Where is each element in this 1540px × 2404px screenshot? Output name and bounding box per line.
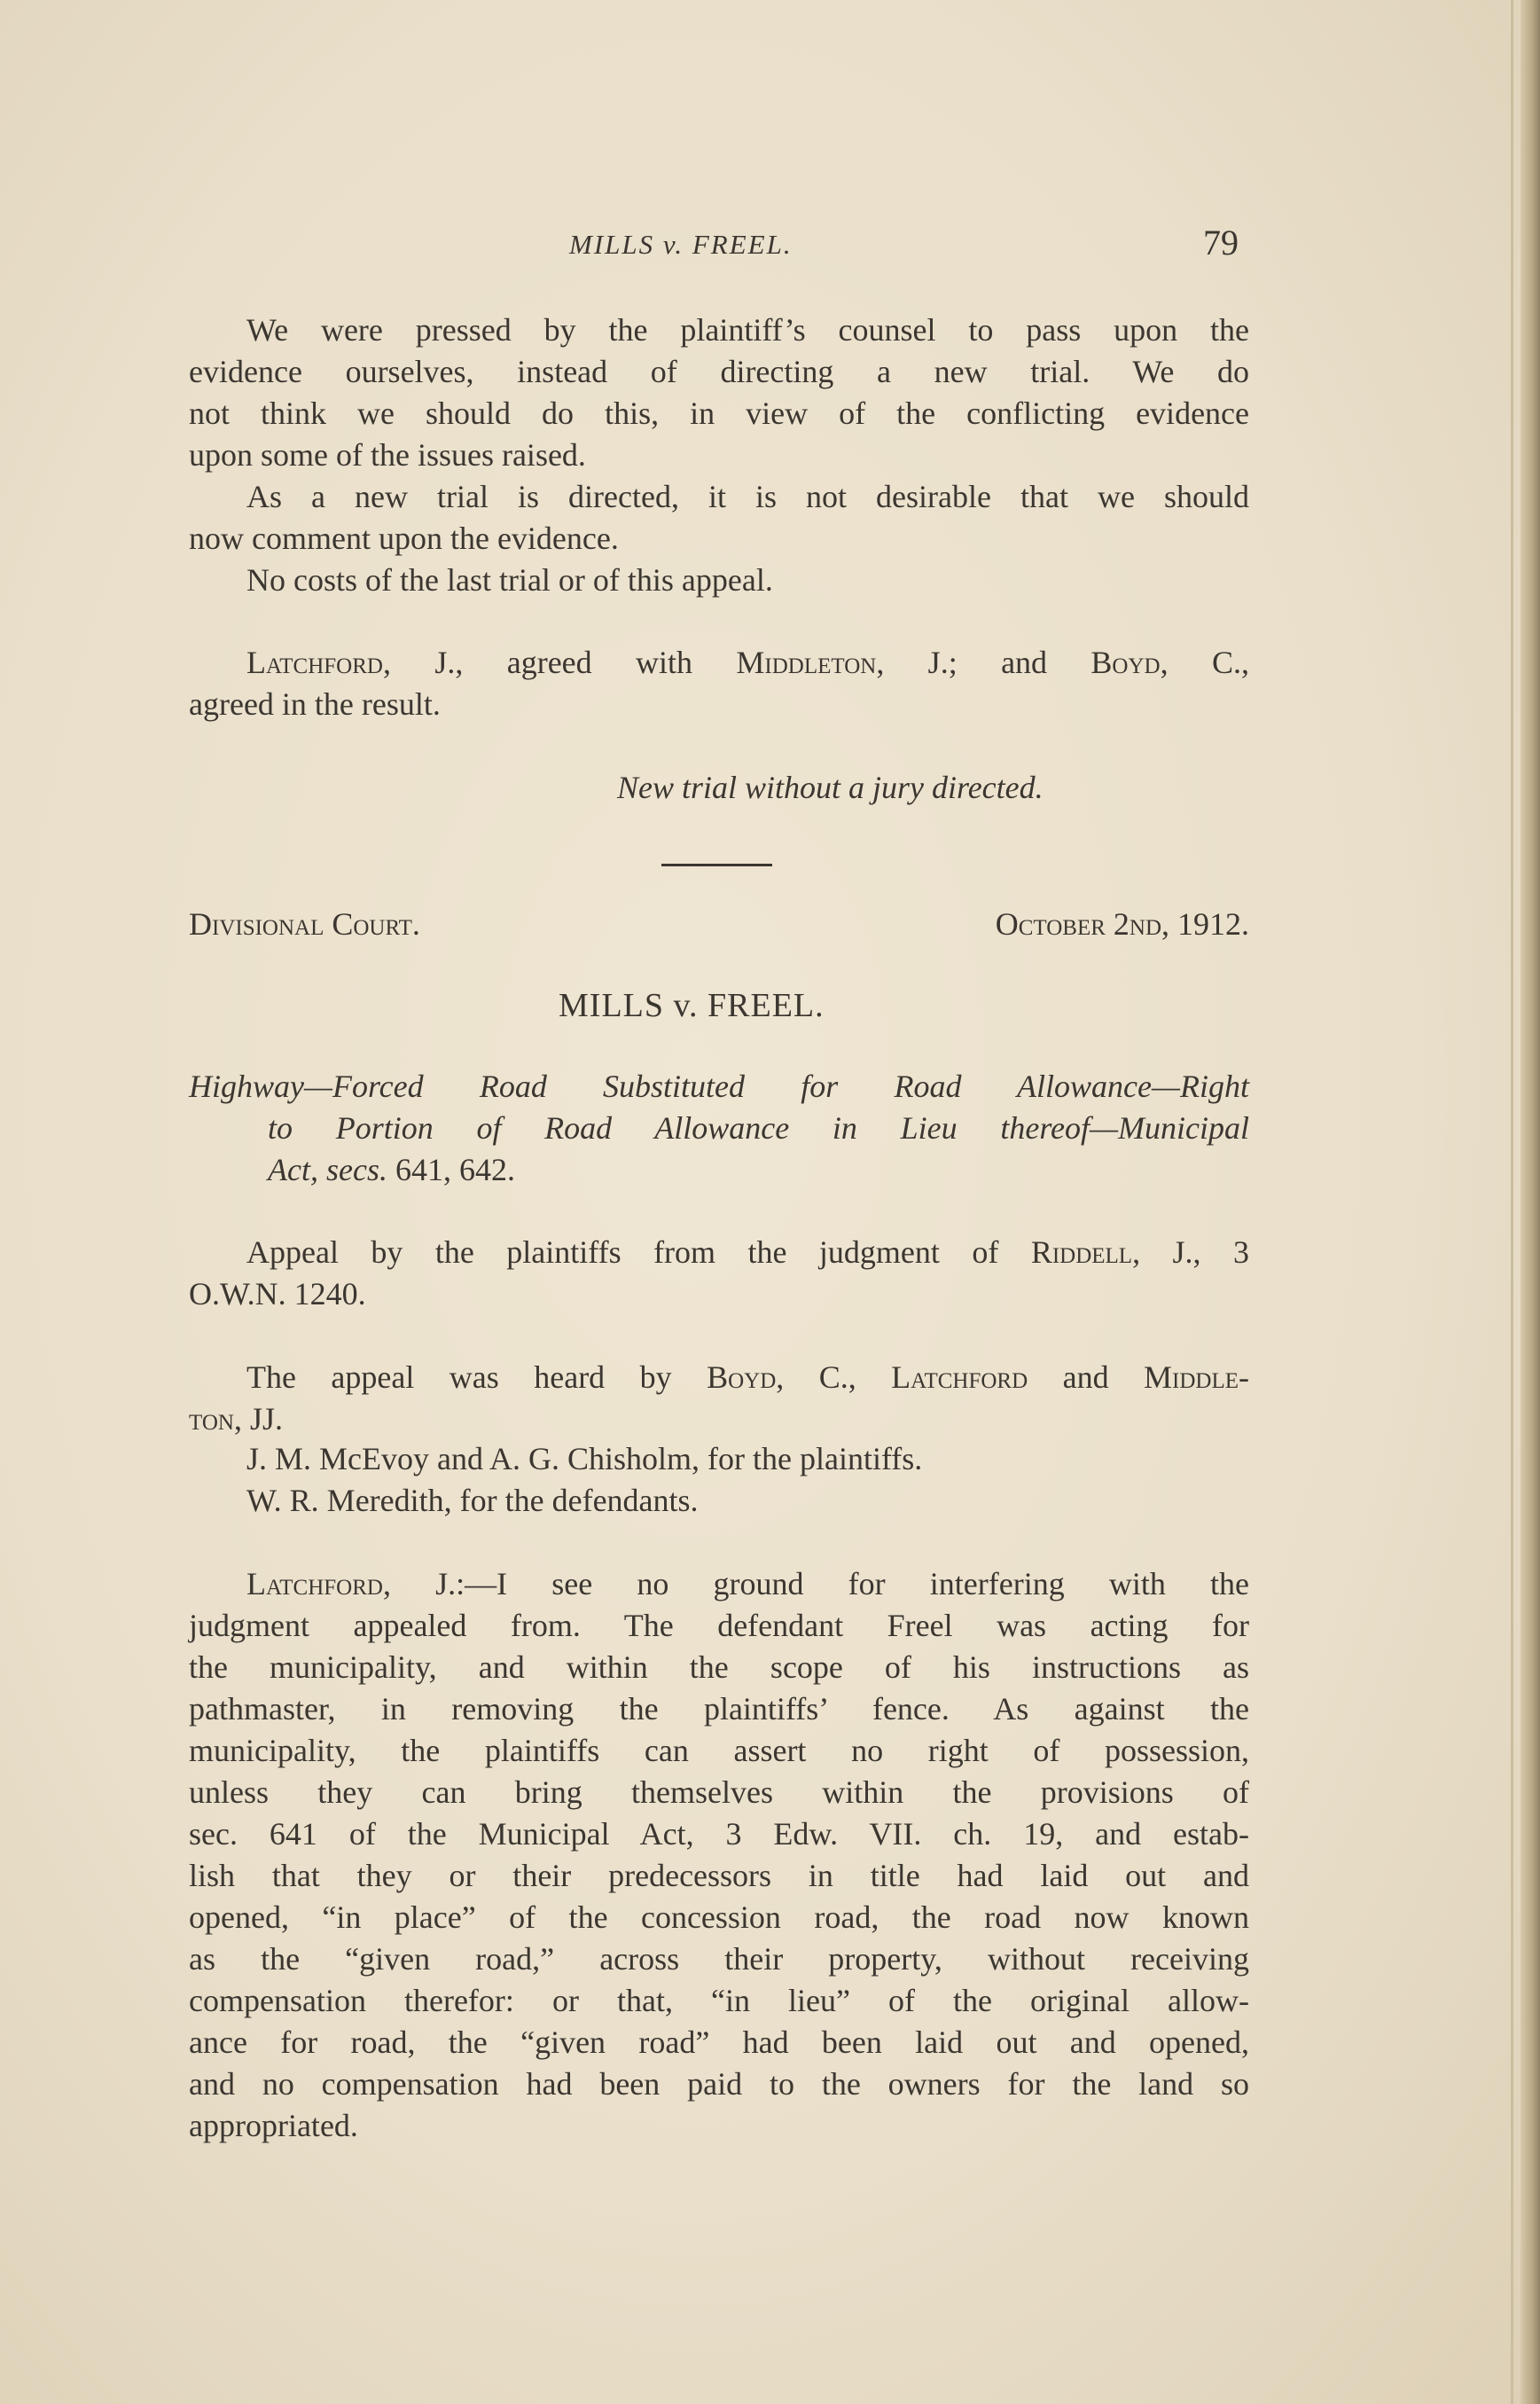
- judge-name: Latchford: [891, 1359, 1028, 1395]
- judge-name: Middleton: [736, 645, 877, 680]
- counsel-plaintiffs: J. M. McEvoy and A. G. Chisholm, for the plaintiffs.: [246, 1441, 923, 1476]
- judgment-line-last: appropriated.: [189, 2108, 358, 2143]
- heard-text: , JJ.: [233, 1401, 283, 1437]
- result: New trial without a jury directed.: [617, 770, 1044, 805]
- concurrence-line1: [246, 642, 1249, 683]
- para2-line2: now comment upon the evidence.: [189, 521, 619, 556]
- decision-date: October 2nd, 1912.: [995, 906, 1249, 942]
- appeal-line2: O.W.N. 1240.: [189, 1276, 366, 1312]
- judgment-line: compensation therefor: or that, “in lieu” of the original allow-: [189, 1983, 1249, 2018]
- judgment-line: municipality, the plaintiffs can assert no right of possession,: [189, 1733, 1249, 1768]
- heard-line2: [189, 1398, 1249, 1439]
- judgment-line: opened, “in place” of the concession road, the road now known: [189, 1899, 1249, 1935]
- concurrence-text: , J.; and: [876, 645, 1091, 680]
- judgment-line: as the “given road,” across their property, without receiving: [189, 1941, 1249, 1977]
- judgment-line: lish that they or their predecessors in title had laid out and: [189, 1858, 1249, 1893]
- page-edge: [1520, 0, 1540, 2404]
- judge-name: ton: [189, 1401, 234, 1437]
- judgment-line: unless they can bring themselves within the provisions of: [189, 1774, 1249, 1810]
- running-head: MILLS v. FREEL.: [569, 229, 793, 260]
- judgment-line1: [246, 1563, 1249, 1604]
- heard-text: The appeal was heard by: [246, 1359, 707, 1395]
- counsel-defendants: W. R. Meredith, for the defendants.: [246, 1483, 699, 1518]
- appeal-text: , J., 3: [1132, 1234, 1249, 1270]
- headnote-act: Act, secs.: [268, 1152, 387, 1187]
- court-name: Divisional Court.: [189, 906, 420, 942]
- headnote-sections: 641, 642.: [387, 1152, 515, 1187]
- judge-name: Boyd: [1091, 645, 1161, 680]
- judge-name: Boyd: [707, 1359, 777, 1395]
- judgment-text: , J.:—I see no ground for interfering with the: [382, 1566, 1249, 1601]
- page-number: 79: [1203, 223, 1239, 262]
- judgment-line: and no compensation had been paid to the owners for the land so: [189, 2066, 1249, 2102]
- heard-text: and: [1028, 1359, 1145, 1395]
- judge-name: Latchford: [246, 645, 383, 680]
- headnote-line3: [268, 1149, 1328, 1190]
- page-gutter-line: [1511, 0, 1513, 2404]
- para3: No costs of the last trial or of this appeal.: [246, 562, 773, 598]
- appeal-text: Appeal by the plaintiffs from the judgment of: [246, 1234, 1031, 1270]
- concurrence-line2: agreed in the result.: [189, 686, 441, 722]
- judgment-line: sec. 641 of the Municipal Act, 3 Edw. VII. ch. 19, and estab-: [189, 1816, 1249, 1852]
- concurrence-text: , J., agreed with: [382, 645, 737, 680]
- case-title: MILLS v. FREEL.: [559, 987, 825, 1024]
- judge-name: Middle-: [1144, 1359, 1249, 1395]
- judge-name: Riddell: [1030, 1234, 1133, 1270]
- heard-text: , C.,: [776, 1359, 892, 1395]
- appeal-line1: [246, 1232, 1249, 1272]
- headnote-line2: to Portion of Road Allowance in Lieu thereof—Municipal: [268, 1110, 1249, 1146]
- judge-name: Latchford: [246, 1566, 383, 1601]
- para1-line1: We were pressed by the plaintiff’s counsel to pass upon the: [246, 312, 1249, 348]
- para1-line2: evidence ourselves, instead of directing a new trial. We do: [189, 354, 1249, 389]
- section-divider: [661, 864, 772, 866]
- judgment-line: pathmaster, in removing the plaintiffs’ fence. As against the: [189, 1691, 1249, 1727]
- headnote-line1: Highway—Forced Road Substituted for Road Allowance—Right: [189, 1069, 1249, 1104]
- judgment-line: ance for road, the “given road” had been laid out and opened,: [189, 2024, 1249, 2060]
- heard-line1: [246, 1357, 1249, 1398]
- judgment-line: judgment appealed from. The defendant Freel was acting for: [189, 1608, 1249, 1643]
- para2-line1: As a new trial is directed, it is not desirable that we should: [246, 479, 1249, 514]
- para1-line4: upon some of the issues raised.: [189, 437, 586, 473]
- concurrence-text: , C.,: [1160, 645, 1249, 680]
- para1-line3: not think we should do this, in view of the conflicting evidence: [189, 395, 1249, 431]
- judgment-line: the municipality, and within the scope of his instructions as: [189, 1649, 1249, 1685]
